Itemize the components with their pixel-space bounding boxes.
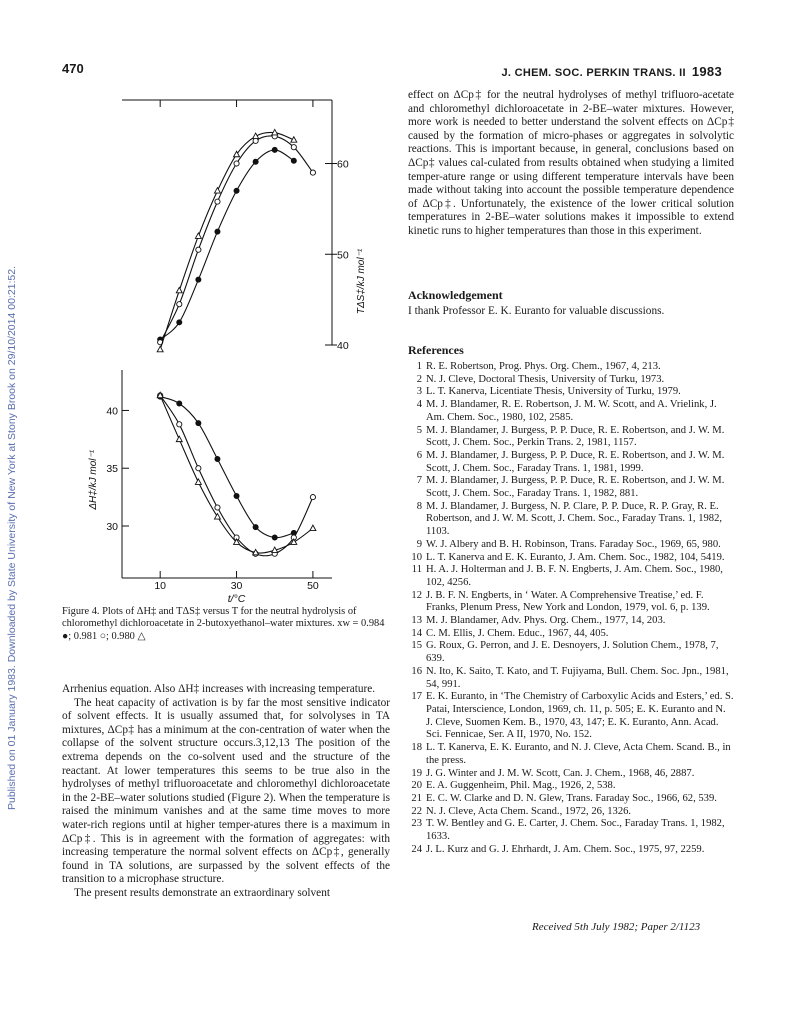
y-tick-label: 30 — [106, 521, 118, 533]
y-tick-label: 40 — [106, 405, 118, 418]
reference-text: E. A. Guggenheim, Phil. Mag., 1926, 2, 538. — [426, 780, 616, 792]
received-line: Received 5th July 1982; Paper 2/1123 — [532, 921, 701, 933]
reference-number: 18 — [411, 742, 422, 754]
open-triangle-point — [176, 436, 182, 442]
y-tick-label: 40 — [337, 340, 349, 352]
open-triangle-point — [176, 287, 182, 293]
reference-item — [408, 361, 734, 374]
open-triangle-point — [310, 525, 316, 531]
reference-number: 4 — [416, 399, 422, 411]
page-number: 470 — [62, 61, 84, 76]
journal-year: 1983 — [691, 64, 722, 79]
journal-header — [501, 64, 722, 79]
reference-text: J. G. Winter and J. M. W. Scott, Can. J. Chem., 1968, 46, 2887. — [426, 767, 695, 779]
open-triangle-point — [195, 479, 201, 485]
reference-item — [408, 768, 734, 781]
reference-number: 20 — [411, 780, 422, 792]
journal-name: J. CHEM. SOC. PERKIN TRANS. II — [501, 67, 686, 79]
reference-number: 2 — [416, 373, 422, 385]
figure-4 — [62, 96, 392, 608]
reference-text: M. J. Blandamer, J. Burgess, P. P. Duce, R. E. Robertson, and J. W. M. Scott, J. Chem. Soc., Perkin Trans. 2, 1981, 1157. — [426, 424, 725, 449]
reference-item — [408, 450, 734, 475]
chart-entropy — [122, 100, 367, 352]
reference-text: M. J. Blandamer, R. E. Robertson, J. M. W. Scott, and A. Vrielink, J. Am. Chem. Soc., 1980, 102, 2585. — [426, 399, 717, 423]
left-column-text — [62, 683, 390, 901]
reference-number: 24 — [411, 843, 422, 855]
x-tick-label: 30 — [230, 580, 243, 592]
reference-number: 13 — [411, 615, 422, 627]
reference-item — [408, 564, 734, 589]
reference-item — [408, 615, 734, 628]
reference-text: M. J. Blandamer, Adv. Phys. Org. Chem., 1977, 14, 203. — [426, 615, 666, 627]
reference-number: 14 — [411, 627, 422, 639]
x-tick-label: 50 — [307, 580, 319, 592]
filled-circle-point — [177, 401, 182, 406]
filled-circle-point — [253, 159, 258, 164]
reference-text: E. C. W. Clarke and D. N. Glew, Trans. Faraday Soc., 1966, 62, 539. — [426, 792, 717, 804]
reference-number: 7 — [416, 475, 422, 487]
reference-list — [408, 361, 734, 856]
reference-text: T. W. Bentley and G. E. Carter, J. Chem. Soc., Faraday Trans. 1, 1982, 1633. — [426, 818, 725, 843]
reference-text: W. J. Albery and B. H. Robinson, Trans. Faraday Soc., 1969, 65, 980. — [426, 538, 721, 550]
reference-item — [408, 640, 734, 665]
reference-item — [408, 666, 734, 691]
download-watermark: Published on 01 January 1983. Downloaded by State University of New York at Stony Brook on 29/10/2014 00:21:52. — [6, 265, 18, 810]
reference-text: L. T. Kanerva, Licentiate Thesis, University of Turku, 1979. — [426, 386, 681, 398]
reference-text: R. E. Robertson, Prog. Phys. Org. Chem., 1967, 4, 213. — [426, 361, 661, 372]
reference-item — [408, 386, 734, 399]
acknowledgement-section — [408, 289, 734, 318]
reference-item — [408, 539, 734, 552]
y-axis-label: ΔH‡/kJ mol⁻¹ — [88, 449, 99, 510]
reference-text: M. J. Blandamer, J. Burgess, N. P. Clare, P. P. Duce, R. P. Gray, R. E. Robertson, and J. W. M. Scott, J. Chem. Soc., Faraday Trans. 1, 1982, 1103. — [426, 500, 723, 538]
y-tick-label: 50 — [337, 249, 349, 262]
reference-text: L. T. Kanerva and E. K. Euranto, J. Am. Chem. Soc., 1982, 104, 5419. — [426, 551, 725, 563]
reference-text: G. Roux, G. Perron, and J. E. Desnoyers, J. Solution Chem., 1978, 7, 639. — [426, 640, 719, 665]
open-circle-point — [177, 302, 182, 307]
reference-item — [408, 818, 734, 843]
reference-number: 10 — [411, 551, 422, 563]
reference-text: L. T. Kanerva, E. K. Euranto, and N. J. Cleve, Acta Chem. Scand. B., in the press. — [426, 742, 731, 766]
reference-number: 21 — [411, 792, 422, 804]
filled-circle-point — [234, 188, 239, 193]
filled-circle-point — [196, 421, 201, 426]
reference-item — [408, 590, 734, 615]
reference-number: 8 — [416, 500, 422, 512]
open-circle-point — [291, 145, 296, 150]
reference-number: 9 — [416, 538, 422, 550]
y-tick-label: 60 — [337, 158, 349, 171]
figure-caption — [62, 606, 390, 643]
reference-text: J. L. Kurz and G. J. Ehrhardt, J. Am. Chem. Soc., 1975, 97, 2259. — [426, 843, 705, 855]
reference-item — [408, 475, 734, 500]
open-circle-point — [310, 170, 315, 175]
figure-caption-text: Figure 4. Plots of ΔH‡ and TΔS‡ versus T for the neutral hydrolysis of chloromethyl dichloroacetate in 2-butoxyethanol–water mixtures. xw = 0.984 ●; 0.981 ○; 0.980 △ — [62, 606, 385, 642]
reference-item — [408, 399, 734, 424]
x-axis-label: t/°C — [227, 593, 246, 605]
reference-number: 16 — [411, 665, 422, 677]
reference-item — [408, 742, 734, 767]
references-heading: References — [408, 343, 464, 357]
reference-item — [408, 374, 734, 387]
open-circle-point — [177, 422, 182, 427]
reference-text: J. B. F. N. Engberts, in ‘ Water. A Comprehensive Treatise,’ ed. F. Franks, Plenum Press, New York and London, 1979, vol. 6, p. 139. — [426, 589, 710, 614]
filled-circle-point — [196, 277, 201, 282]
open-circle-point — [196, 247, 201, 252]
open-circle-point — [234, 161, 239, 166]
reference-text: C. M. Ellis, J. Chem. Educ., 1967, 44, 405. — [426, 627, 609, 639]
filled-circle-point — [215, 456, 220, 461]
reference-number: 11 — [411, 564, 422, 576]
reference-text: N. Ito, K. Saito, T. Kato, and T. Fujiyama, Bull. Chem. Soc. Jpn., 1981, 54, 991. — [426, 665, 729, 690]
filled-circle-point — [253, 525, 258, 530]
filled-circle-point — [272, 535, 277, 540]
paragraph: effect on ΔCp‡ for the neutral hydrolyses of methyl trifluoro-acetate and chloromethyl dichloroacetate in 2-BE–water mixtures. However, more work is needed to better understand the solvent effects on ΔCp‡ caused by the formation of micro-phases or aggregates in solvolytic reactions. This is important because, in general, conclusions based on ΔCp‡ values cal-culated from results obtained when studying a limited temper-ature range or using different temperature intervals have been made without taking into account the possible temperature dependence of ΔCp‡. Unfortunately, the existence of the lower critical solution temperatures in 2-BE–water solutions makes it impossible to extend kinetic runs to higher temperatures than those in this experiment. — [408, 89, 734, 237]
series-line — [160, 150, 294, 340]
reference-number: 15 — [411, 640, 422, 652]
reference-text: N. J. Cleve, Acta Chem. Scand., 1972, 26, 1326. — [426, 805, 632, 817]
acknowledgement-text: I thank Professor E. K. Euranto for valuable discussions. — [408, 304, 665, 317]
open-triangle-point — [253, 133, 259, 139]
y-tick-label: 35 — [106, 463, 118, 476]
reference-number: 6 — [416, 449, 422, 461]
reference-number: 19 — [411, 767, 422, 779]
series-line — [160, 132, 294, 349]
reference-item — [408, 780, 734, 793]
reference-text: N. J. Cleve, Doctoral Thesis, University of Turku, 1973. — [426, 373, 665, 385]
open-circle-point — [215, 199, 220, 204]
series-line — [160, 395, 313, 553]
open-triangle-point — [214, 188, 220, 194]
reference-item — [408, 425, 734, 450]
reference-item — [408, 844, 734, 857]
open-circle-point — [215, 505, 220, 510]
reference-item — [408, 691, 734, 742]
filled-circle-point — [272, 147, 277, 152]
reference-number: 23 — [411, 818, 422, 830]
open-circle-point — [196, 466, 201, 471]
reference-text: M. J. Blandamer, J. Burgess, P. P. Duce, R. E. Robertson, and J. W. M. Scott, J. Chem. Soc., Faraday Trans. 1, 1982, 881. — [426, 475, 725, 500]
right-column-text — [408, 89, 734, 239]
reference-text: E. K. Euranto, in ‘The Chemistry of Carboxylic Acids and Esters,’ ed. S. Patai, Interscience, London, 1969, ch. 11, p. 505; E. K. Euranto and N. J. Cleve, Suomen Kem. B., 1970, 43, 147; E. K. Euranto, Ann. Acad. Sci. Fennicae, Ser. A II, 1970, No. 152. — [426, 691, 734, 741]
reference-item — [408, 806, 734, 819]
reference-text: H. A. J. Holterman and J. B. F. N. Engberts, J. Am. Chem. Soc., 1980, 102, 4256. — [426, 564, 723, 588]
acknowledgement-heading: Acknowledgement — [408, 288, 503, 302]
reference-item — [408, 628, 734, 641]
reference-number: 3 — [416, 386, 422, 398]
reference-item — [408, 552, 734, 565]
open-triangle-point — [195, 233, 201, 239]
references-heading-block — [408, 344, 734, 358]
paragraph: The present results demonstrate an extraordinary solvent — [74, 886, 330, 899]
reference-number: 1 — [416, 361, 422, 372]
reference-number: 22 — [411, 805, 422, 817]
reference-item — [408, 793, 734, 806]
filled-circle-point — [215, 229, 220, 234]
open-circle-point — [310, 495, 315, 500]
filled-circle-point — [234, 493, 239, 498]
paragraph: Arrhenius equation. Also ΔH‡ increases with increasing temperature. — [62, 683, 376, 695]
reference-number: 5 — [416, 424, 422, 436]
reference-number: 17 — [411, 691, 422, 703]
series-line — [160, 395, 313, 555]
filled-circle-point — [291, 158, 296, 163]
reference-number: 12 — [411, 589, 422, 601]
chart-enthalpy — [88, 370, 332, 605]
series-line — [160, 397, 294, 538]
filled-circle-point — [177, 320, 182, 325]
series-line — [160, 136, 313, 342]
reference-text: M. J. Blandamer, J. Burgess, P. P. Duce, R. E. Robertson, and J. W. M. Scott, J. Chem. Soc., Faraday Trans. 1, 1981, 1999. — [426, 449, 725, 474]
paragraph: The heat capacity of activation is by far the most sensitive indicator of solvent effects. It is usually assumed that, for solvolyses in TA mixtures, ΔCp‡ has a minimum at the con-centration of water when the collapse of the solvent structure occurs.3,12,13 The position of the extrema depends on the co-solvent used and the structure of the reactant. At lower temperatures this seems to be true also in the hydrolyses of methyl trifluoroacetate and chloromethyl dichloroacetate in the 2-BE–water solutions studied (Figure 2). When the temperature is raised the minimum vanishes and at the same time moves to more water-rich regions until at higher temper-atures there is a maximum in ΔCp‡. This is in agreement with the formation of aggregates: with increasing temperature the normal solvent effects on ΔCp‡, generally found in TA solutions, are surpassed by the solvent effects of the transition to a microphase structure. — [62, 696, 390, 886]
open-triangle-point — [157, 346, 163, 352]
x-tick-label: 10 — [154, 580, 167, 592]
y-axis-label: TΔS‡/kJ mol⁻¹ — [356, 248, 367, 315]
reference-item — [408, 501, 734, 539]
